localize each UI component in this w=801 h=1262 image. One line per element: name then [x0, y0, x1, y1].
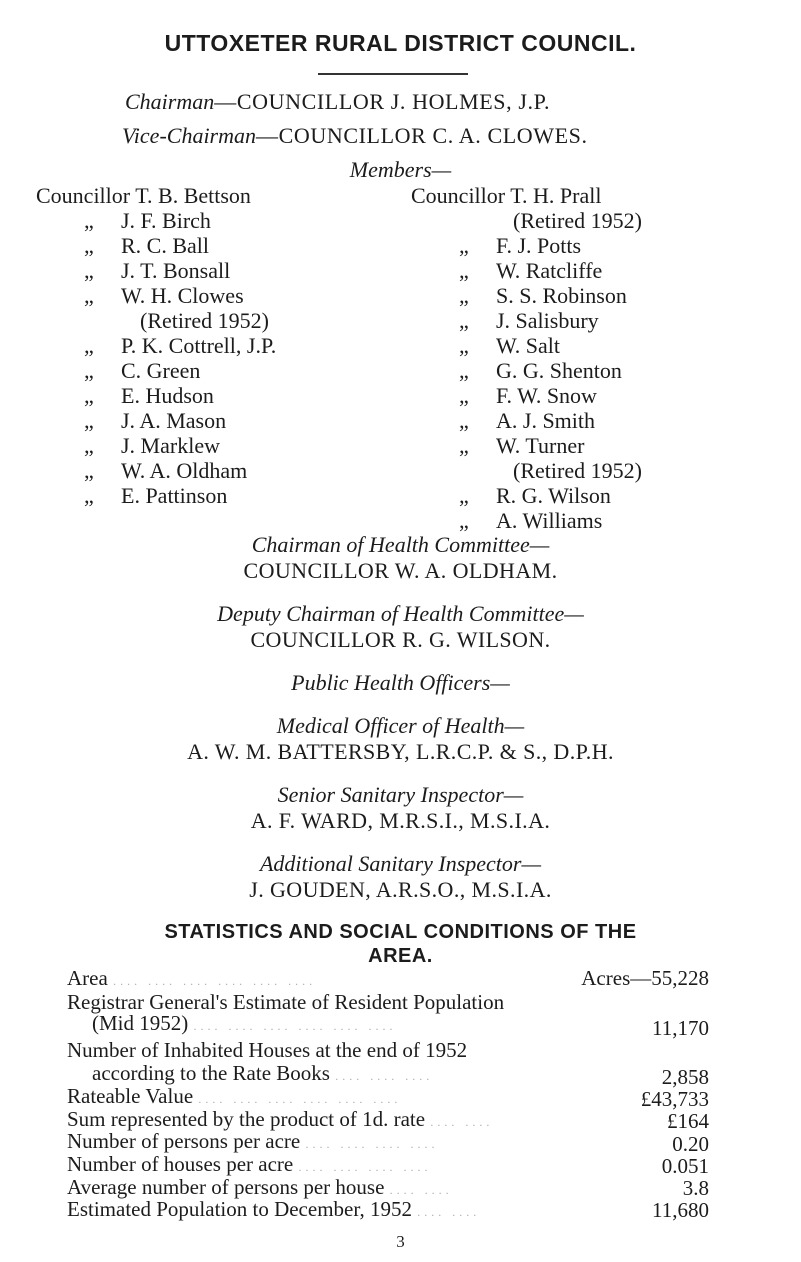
ditto-mark: „: [84, 233, 94, 258]
ditto-mark: „: [84, 433, 94, 458]
member-row: [36, 208, 356, 233]
member-row: [36, 483, 356, 508]
stats-heading-line-1: STATISTICS AND SOCIAL CONDITIONS OF THE: [164, 921, 637, 943]
page-number: 3: [396, 1232, 405, 1251]
moh-label: Medical Officer of Health—: [276, 713, 525, 738]
stat-label: according to the Rate Books .... .... ....: [92, 1061, 434, 1085]
asi-label: Additional Sanitary Inspector—: [259, 851, 542, 876]
ditto-mark: „: [459, 433, 469, 458]
member-row: [36, 383, 356, 408]
member-row: [36, 358, 356, 383]
stat-value-houses-acre: 0.051: [661, 1154, 709, 1178]
stat-label: Sum represented by the product of 1d. rate .... ....: [67, 1107, 494, 1131]
member-name: W. A. Oldham: [121, 458, 248, 483]
member-row: [411, 283, 751, 308]
ditto-mark: „: [84, 258, 94, 283]
stat-label: Number of Inhabited Houses at the end of 1952: [67, 1038, 468, 1062]
member-row: [411, 383, 751, 408]
chairman-line: [125, 89, 550, 115]
stat-value-penny-rate: £164: [667, 1109, 709, 1133]
member-row: [36, 458, 356, 483]
stats-heading: [0, 920, 801, 968]
statistics-table: [0, 966, 801, 1222]
member-name: W. Turner: [496, 433, 585, 458]
member-row: [36, 283, 356, 308]
member-row: [36, 308, 356, 333]
member-name: G. G. Shenton: [496, 358, 622, 383]
ditto-mark: „: [459, 258, 469, 283]
member-name: A. J. Smith: [496, 408, 596, 433]
member-row: [411, 333, 751, 358]
ditto-mark: „: [84, 458, 94, 483]
moh-name: A. W. M. BATTERSBY, L.R.C.P. & S., D.P.H.: [187, 739, 614, 764]
member-note: (Retired 1952): [513, 458, 642, 483]
page-title: UTTOXETER RURAL DISTRICT COUNCIL.: [164, 30, 637, 56]
member-note: (Retired 1952): [513, 208, 642, 233]
members-heading: Members—: [349, 157, 452, 182]
public-health-heading: Public Health Officers—: [291, 670, 510, 695]
member-name: W. H. Clowes: [121, 283, 244, 308]
stat-label: Average number of persons per house .... ....: [67, 1175, 453, 1199]
member-name: P. K. Cottrell, J.P.: [121, 333, 277, 358]
ditto-mark: „: [84, 383, 94, 408]
member-name: F. W. Snow: [496, 383, 597, 408]
vice-chairman-line: [122, 123, 588, 149]
member-name: F. J. Potts: [496, 233, 582, 258]
stat-label: Registrar General's Estimate of Resident Population: [67, 990, 505, 1014]
member-row: [36, 408, 356, 433]
member-row: [411, 483, 751, 508]
member-name: J. Marklew: [121, 433, 220, 458]
member-name: J. T. Bonsall: [121, 258, 231, 283]
member-name: J. A. Mason: [121, 408, 227, 433]
ditto-mark: „: [459, 333, 469, 358]
health-chair-label: Chairman of Health Committee—: [251, 532, 550, 557]
member-name: J. F. Birch: [121, 208, 211, 233]
ssi-label: Senior Sanitary Inspector—: [277, 782, 524, 807]
health-deputy-name: COUNCILLOR R. G. WILSON.: [250, 627, 551, 652]
ditto-mark: „: [84, 283, 94, 308]
member-row: [411, 258, 751, 283]
left-members-column: [36, 183, 356, 508]
member-row: [411, 208, 751, 233]
stat-label: Number of persons per acre .... .... .... ....: [67, 1129, 439, 1153]
member-row: [411, 233, 751, 258]
stat-label: Area .... .... .... .... .... ....: [67, 966, 317, 990]
stat-value-population: 11,170: [652, 1016, 709, 1040]
ditto-mark: „: [459, 308, 469, 333]
ditto-mark: „: [459, 233, 469, 258]
ditto-mark: „: [459, 283, 469, 308]
stat-label: Estimated Population to December, 1952 .... ....: [67, 1197, 481, 1221]
member-row: [36, 333, 356, 358]
member-name: W. Ratcliffe: [496, 258, 603, 283]
member-note: (Retired 1952): [140, 308, 269, 333]
right-members-column: [411, 183, 751, 533]
stats-heading-line-2: AREA.: [368, 945, 433, 967]
chairman-name: —COUNCILLOR J. HOLMES, J.P.: [214, 89, 551, 114]
member-name: T. B. Bettson: [135, 183, 251, 208]
health-deputy-label: Deputy Chairman of Health Committee—: [217, 601, 584, 626]
member-name: W. Salt: [496, 333, 560, 358]
vice-chairman-name: —COUNCILLOR C. A. CLOWES.: [256, 123, 588, 148]
stat-value-houses: 2,858: [661, 1065, 709, 1089]
member-name: C. Green: [121, 358, 201, 383]
member-row: [36, 433, 356, 458]
member-row: [411, 433, 751, 458]
ditto-mark: „: [84, 208, 94, 233]
chairman-label: Chairman: [125, 89, 215, 114]
ditto-mark: „: [84, 358, 94, 383]
member-row: [36, 258, 356, 283]
member-row: [411, 408, 751, 433]
member-name: E. Hudson: [121, 383, 214, 408]
member-prefix: Councillor: [36, 183, 131, 208]
stat-value-rateable: £43,733: [640, 1087, 709, 1111]
member-name: E. Pattinson: [121, 483, 228, 508]
ssi-name: A. F. WARD, M.R.S.I., M.S.I.A.: [250, 808, 551, 833]
member-row: [411, 358, 751, 383]
ditto-mark: „: [459, 508, 469, 533]
member-prefix: Councillor: [411, 183, 506, 208]
ditto-mark: „: [84, 408, 94, 433]
stat-value-estimated: 11,680: [652, 1198, 709, 1222]
ditto-mark: „: [459, 383, 469, 408]
vice-chairman-label: Vice-Chairman: [122, 123, 257, 148]
asi-name: J. GOUDEN, A.R.S.O., M.S.I.A.: [249, 877, 552, 902]
member-name: R. G. Wilson: [496, 483, 611, 508]
member-row: [411, 508, 751, 533]
stat-value-persons-house: 3.8: [682, 1176, 709, 1200]
member-row: [411, 308, 751, 333]
ditto-mark: „: [459, 358, 469, 383]
member-name: T. H. Prall: [510, 183, 602, 208]
stat-value-area: Acres—55,228: [581, 966, 709, 990]
member-name: J. Salisbury: [496, 308, 599, 333]
stat-value-persons-acre: 0.20: [672, 1132, 709, 1156]
stat-label: (Mid 1952) .... .... .... .... .... ....: [92, 1011, 397, 1035]
ditto-mark: „: [459, 483, 469, 508]
member-row: [411, 183, 751, 208]
member-name: R. C. Ball: [121, 233, 210, 258]
stat-label: Number of houses per acre .... .... .... ....: [67, 1152, 432, 1176]
health-chair-name: COUNCILLOR W. A. OLDHAM.: [243, 558, 558, 583]
member-row: [411, 458, 751, 483]
member-name: A. Williams: [496, 508, 603, 533]
ditto-mark: „: [84, 333, 94, 358]
member-name: S. S. Robinson: [496, 283, 627, 308]
member-row: [36, 233, 356, 258]
title-rule: [318, 73, 468, 75]
member-row: [36, 183, 356, 208]
stat-label: Rateable Value .... .... .... .... .... ....: [67, 1084, 402, 1108]
ditto-mark: „: [459, 408, 469, 433]
ditto-mark: „: [84, 483, 94, 508]
